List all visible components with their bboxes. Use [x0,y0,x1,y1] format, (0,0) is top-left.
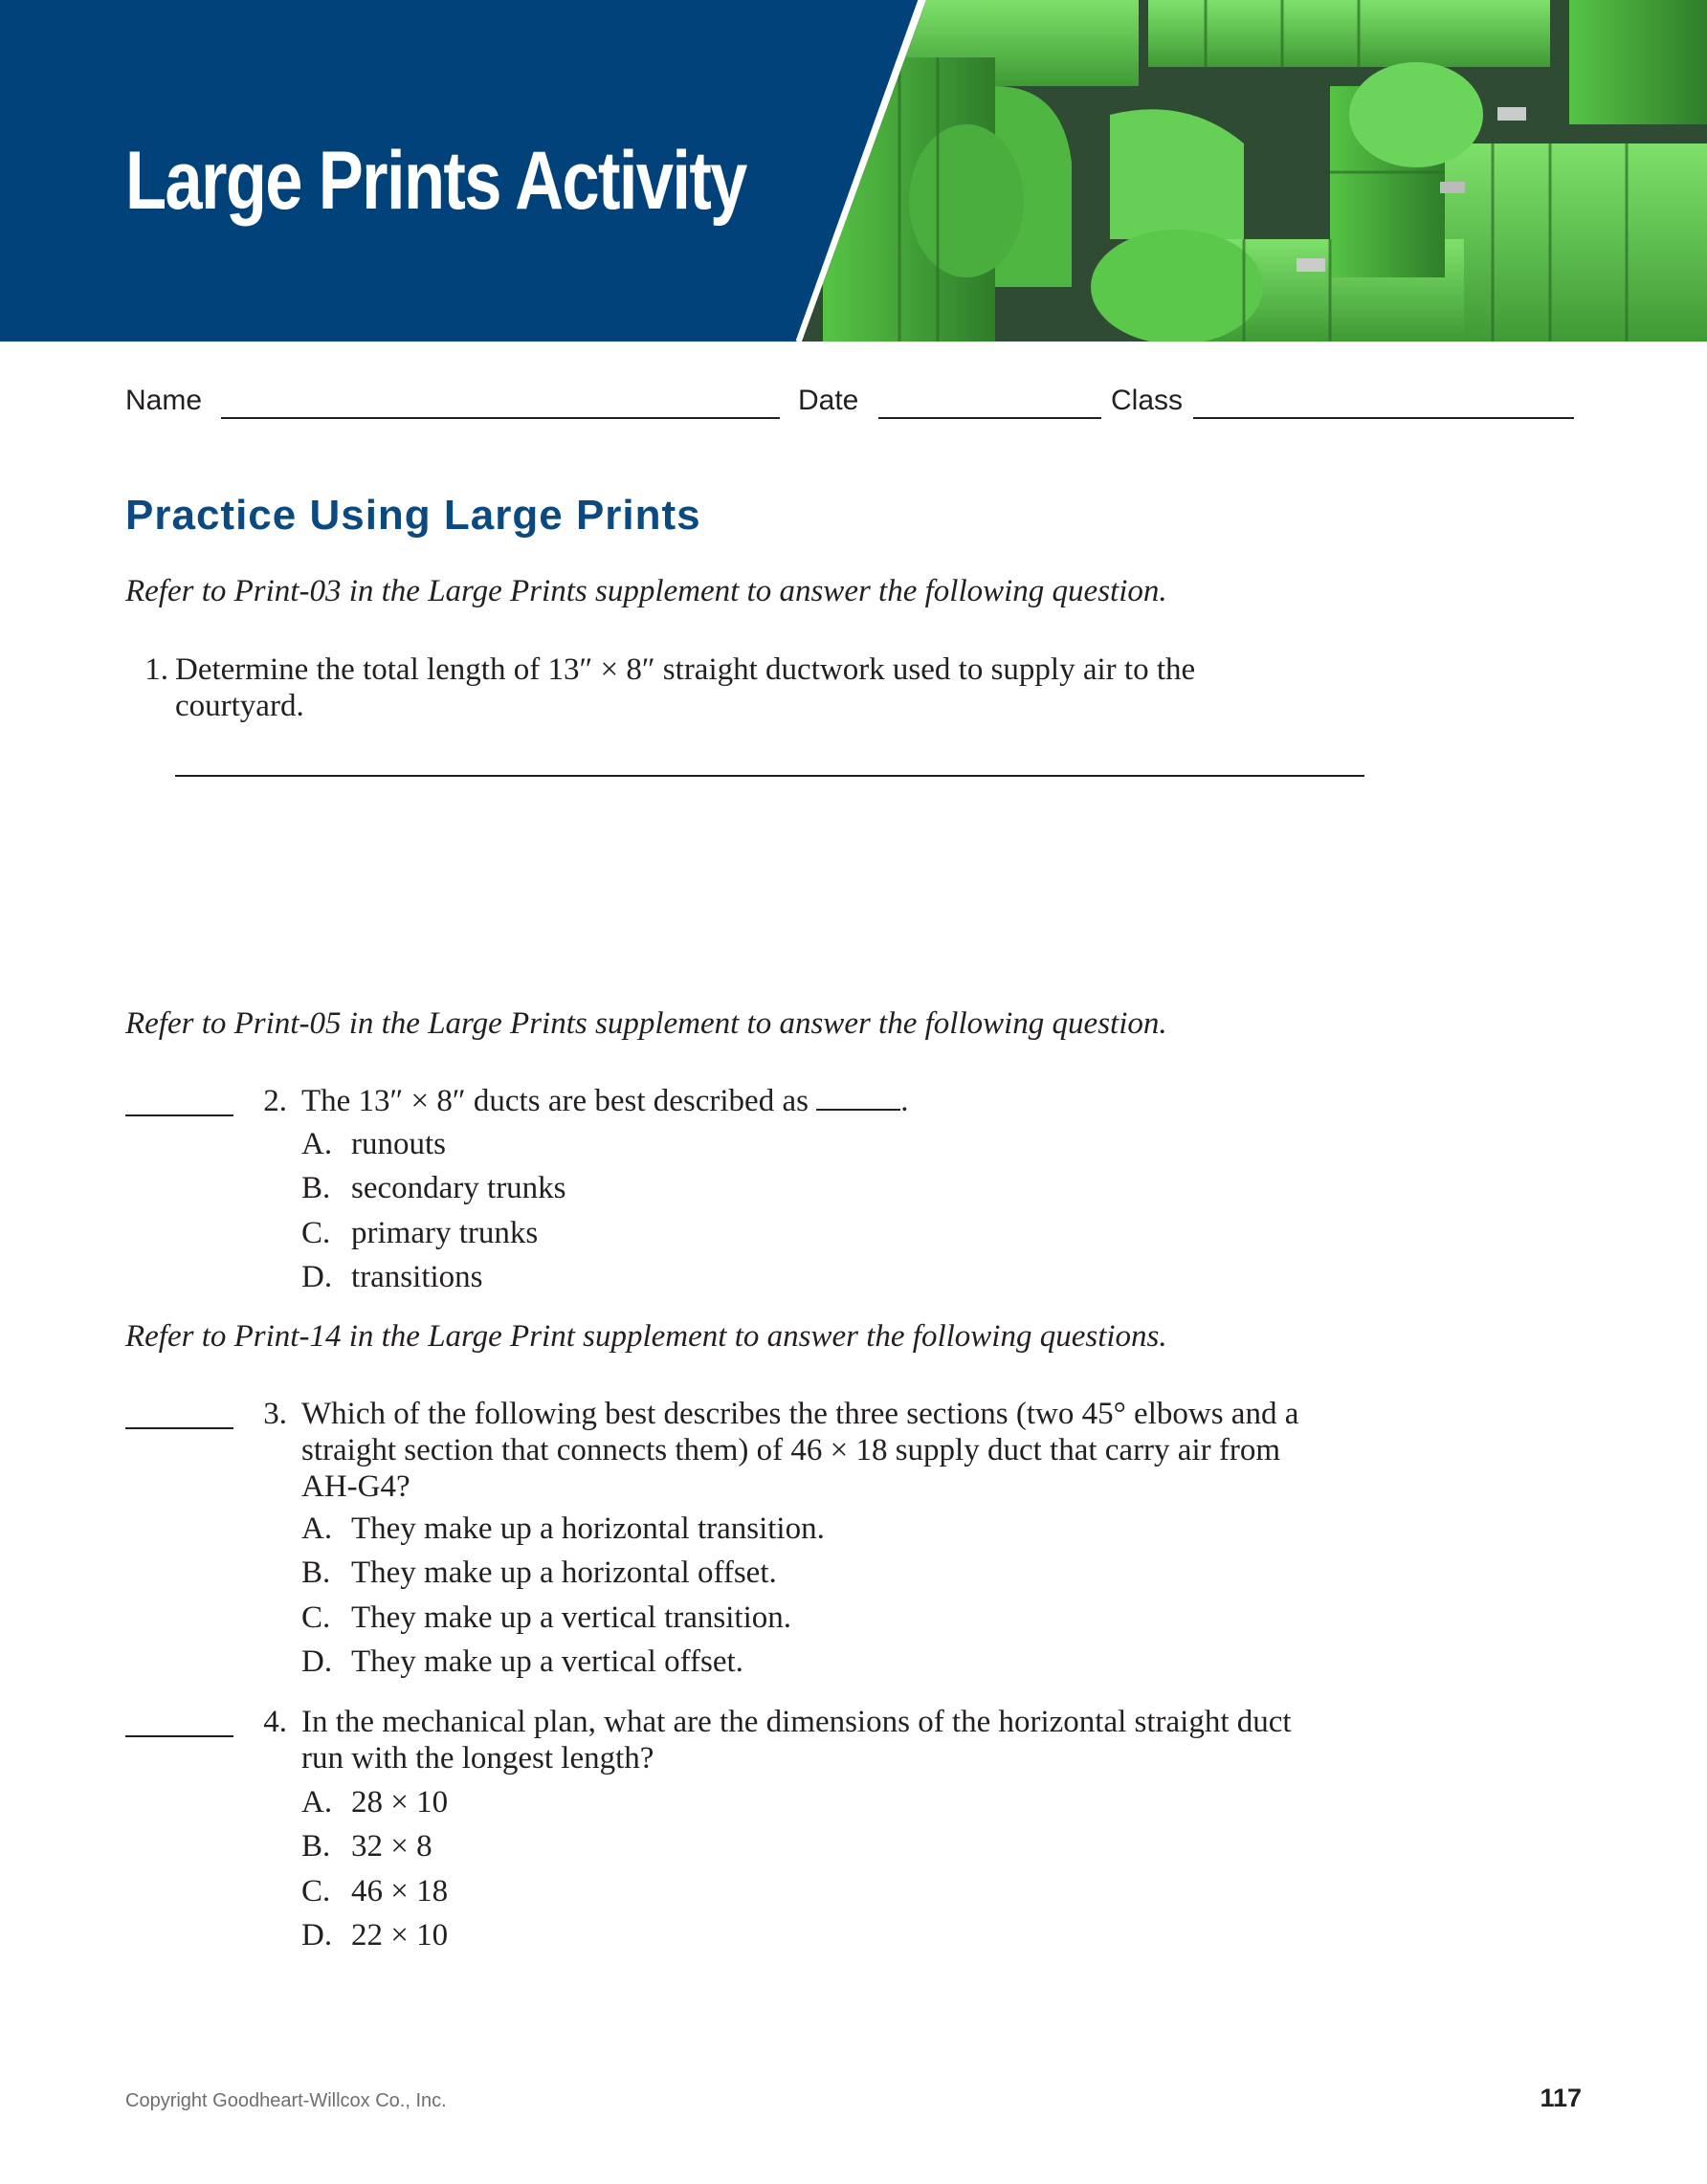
question-2-option-b: secondary trunks [351,1171,566,1205]
question-4-option-c: 46 × 18 [351,1874,449,1908]
question-3-line-3: AH-G4? [301,1469,410,1504]
question-1-answer-line[interactable] [175,775,1364,777]
question-3-option-c-letter: C. [301,1600,331,1635]
question-2-option-a: runouts [351,1127,446,1161]
question-2-option-c-letter: C. [301,1216,331,1250]
question-2-answer-blank[interactable] [125,1114,233,1116]
date-field[interactable] [878,417,1101,419]
question-2-number: 2. [263,1084,287,1118]
question-2-inline-blank [816,1084,900,1111]
question-1-line-1: Determine the total length of 13″ × 8″ straight ductwork used to supply air to the [175,652,1196,687]
question-3-option-d: They make up a vertical offset. [351,1644,743,1679]
question-3-option-a-letter: A. [301,1511,333,1546]
section-heading: Practice Using Large Prints [125,492,701,539]
question-3-option-b-letter: B. [301,1555,331,1590]
question-3-option-d-letter: D. [301,1644,333,1679]
question-3-option-c: They make up a vertical transition. [351,1600,792,1635]
question-2-option-c: primary trunks [351,1216,539,1250]
question-1-number: 1. [144,652,168,687]
page-number: 117 [1540,2084,1582,2112]
question-4-option-d: 22 × 10 [351,1918,449,1952]
question-3-line-2: straight section that connects them) of 46 × 18 supply duct that carry air from [301,1433,1280,1467]
question-3-answer-blank[interactable] [125,1427,233,1429]
question-2-option-b-letter: B. [301,1171,331,1205]
instruction-print-05: Refer to Print-05 in the Large Prints supplement to answer the following question. [125,1006,1167,1041]
question-4-line-1: In the mechanical plan, what are the dimensions of the horizontal straight duct [301,1705,1292,1739]
question-4-option-d-letter: D. [301,1918,333,1952]
question-2-stem-end: . [900,1084,909,1118]
question-2-stem-text: The 13″ × 8″ ducts are best described as [301,1084,809,1118]
question-4-option-a: 28 × 10 [351,1785,449,1820]
question-3-line-1: Which of the following best describes the three sections (two 45° elbows and a [301,1397,1299,1431]
question-3-option-a: They make up a horizontal transition. [351,1511,825,1546]
class-label: Class [1111,385,1184,416]
class-field[interactable] [1193,417,1574,419]
question-4-option-c-letter: C. [301,1874,331,1908]
question-4-number: 4. [263,1705,287,1739]
question-2-option-d: transitions [351,1260,483,1294]
date-label: Date [798,385,859,416]
name-field[interactable] [221,417,780,419]
question-1-line-2: courtyard. [175,689,304,723]
green-ductwork-photo [785,0,1707,342]
question-2-stem [301,1083,908,1119]
header-banner [0,0,1707,342]
copyright-notice: Copyright Goodheart-Willcox Co., Inc. [125,2090,447,2111]
question-4-answer-blank[interactable] [125,1735,233,1737]
instruction-print-03: Refer to Print-03 in the Large Prints supplement to answer the following question. [125,574,1167,608]
question-4-option-a-letter: A. [301,1785,333,1820]
instruction-print-14: Refer to Print-14 in the Large Print supplement to answer the following questions. [125,1319,1167,1354]
question-2-option-a-letter: A. [301,1127,333,1161]
question-4-option-b-letter: B. [301,1829,331,1864]
question-2-option-d-letter: D. [301,1260,333,1294]
page-title: Large Prints Activity [125,135,746,227]
name-label: Name [125,385,203,416]
question-4-line-2: run with the longest length? [301,1741,654,1776]
question-3-option-b: They make up a horizontal offset. [351,1555,777,1590]
student-info-row [125,385,1580,423]
question-4-option-b: 32 × 8 [351,1829,432,1864]
question-3-number: 3. [263,1397,287,1431]
